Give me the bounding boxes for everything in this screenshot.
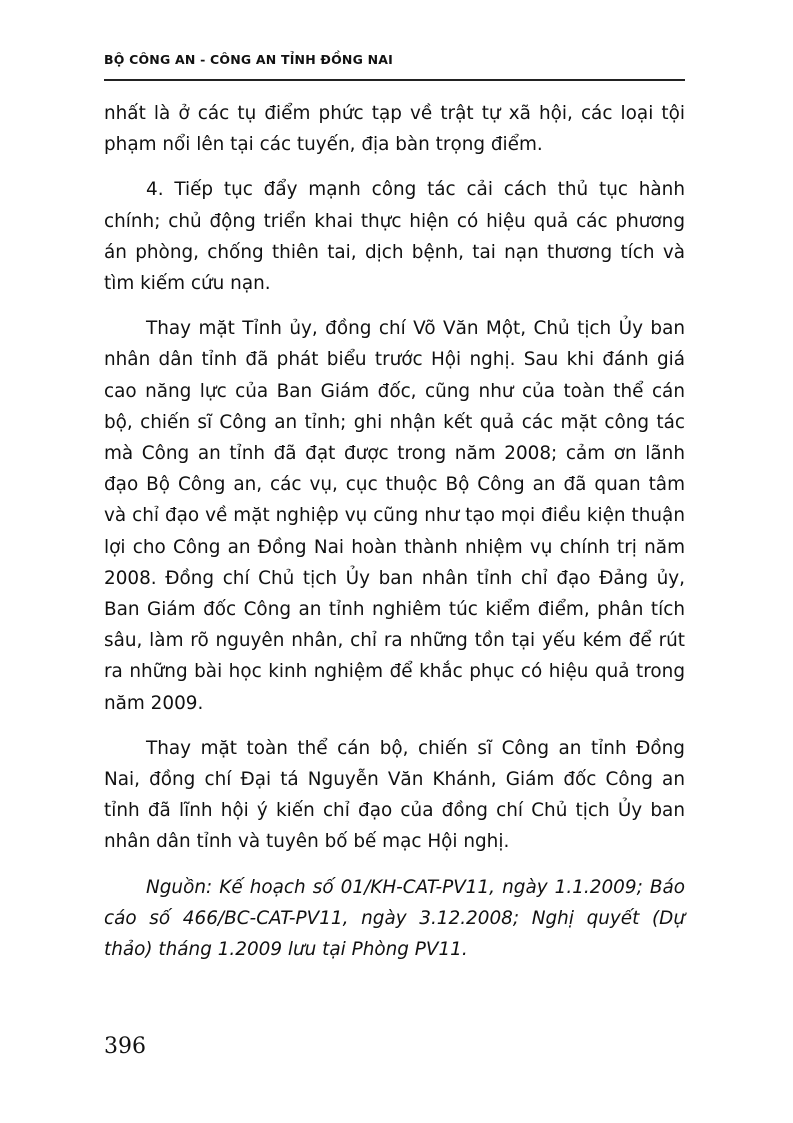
paragraph-chairman-speech: Thay mặt Tỉnh ủy, đồng chí Võ Văn Một, Chủ tịch Ủy ban nhân dân tỉnh đã phát biểu trước Hội nghị. Sau khi đánh giá cao năng lực của Ban Giám đốc, cũng như của toàn thể cán bộ, chiến sĩ Công an tỉnh; ghi nhận kết quả các mặt công tác mà Công an tỉnh đã đạt được trong năm 2008; cảm ơn lãnh đạo Bộ Công an, các vụ, cục thuộc Bộ Công an đã quan tâm và chỉ đạo về mặt nghiệp vụ cũng như tạo mọi điều kiện thuận lợi cho Công an Đồng Nai hoàn thành nhiệm vụ chính trị năm 2008. Đồng chí Chủ tịch Ủy ban nhân tỉnh chỉ đạo Đảng ủy, Ban Giám đốc Công an tỉnh nghiêm túc kiểm điểm, phân tích sâu, làm rõ nguyên nhân, chỉ ra những tồn tại yếu kém để rút ra những bài học kinh nghiệm để khắc phục có hiệu quả trong năm 2009.: [104, 318, 685, 714]
paragraph-item-4: 4. Tiếp tục đẩy mạnh công tác cải cách thủ tục hành chính; chủ động triển khai thực hiện có hiệu quả các phương án phòng, chống thiên tai, dịch bệnh, tai nạn thương tích và tìm kiếm cứu nạn.: [104, 179, 685, 295]
running-header: BỘ CÔNG AN - CÔNG AN TỈNH ĐỒNG NAI: [104, 52, 393, 67]
page-body: [104, 98, 685, 979]
page-number: 396: [104, 1034, 146, 1059]
header-divider: [104, 79, 685, 81]
paragraph-closing: Thay mặt toàn thể cán bộ, chiến sĩ Công an tỉnh Đồng Nai, đồng chí Đại tá Nguyễn Văn Khánh, Giám đốc Công an tỉnh đã lĩnh hội ý kiến chỉ đạo của đồng chí Chủ tịch Ủy ban nhân dân tỉnh và tuyên bố bế mạc Hội nghị.: [104, 737, 685, 853]
paragraph-continuation: nhất là ở các tụ điểm phức tạp về trật tự xã hội, các loại tội phạm nổi lên tại các tuyến, địa bàn trọng điểm.: [104, 103, 685, 156]
source-note: Nguồn: Kế hoạch số 01/KH-CAT-PV11, ngày 1.1.2009; Báo cáo số 466/BC-CAT-PV11, ngày 3.12.2008; Nghị quyết (Dự thảo) tháng 1.2009 lưu tại Phòng PV11.: [104, 876, 685, 961]
